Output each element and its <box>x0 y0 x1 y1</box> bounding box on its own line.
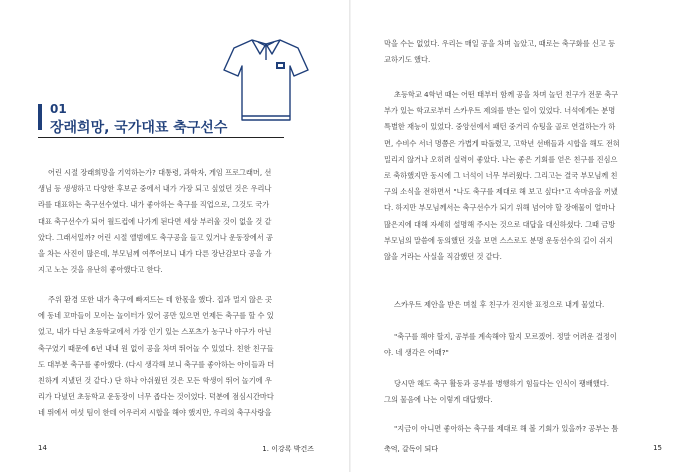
paragraph-1: 어린 시절 장래희망을 기억하는가? 대통령, 과학자, 게임 프로그래머, 선 생님 등 생생하고 다양한 후보군 중에서 내가 가장 되고 싶었던 것은 우리나 라를 대표하는 축구선수였다. 내가 좋아하는 축구를 직업으로, 그것도 국가 대표 축구선수가 되어 월드컵에 나가게 된다면 세상 부러울 것이 없을 것 같 았다. 그래서일까? 어린 시절 앨범에도 축구공을 들고 있거나 운동장에서 공 을 차는 사진이 많은데, 부모님께 여쭈어보니 내가 다른 장난감보다 공을 가 지고 노는 것을 유난히 좋아했다고 한다. <box>38 168 273 275</box>
page-number-right: 15 <box>653 444 662 452</box>
chapter-accent-bar <box>38 104 42 130</box>
right-page <box>350 0 700 472</box>
chapter-title: 장래희망, 국가대표 축구선수 <box>50 120 228 136</box>
chapter-number: 01 <box>50 102 67 116</box>
paragraph-2: 스카우트 제안을 받은 며칠 후 친구가 진지한 표정으로 내게 물었다. <box>394 300 605 309</box>
paragraph-2: 주위 환경 또한 내가 축구에 빠져드는 데 한몫을 했다. 집과 멀지 않은 곳 에 동네 꼬마들이 모이는 놀이터가 있어 공만 있으면 언제든 축구를 할 수 있 었고, 내가 다닌 초등학교에서 가장 인기 있는 스포츠가 농구나 야구가 아닌 축구였기 때문에 6년 내내 원 없이 공을 차며 뛰어놀 수 있었다. 친한 친구들 도 대부분 축구를 좋아했다. (다시 생각해 보니 축구를 좋아하는 아이들과 더 친하게 지냈던 것 같다.) 단 하나 아쉬웠던 것은 모든 학생이 뛰어 놀기에 우 리가 다녔던 초등학교 운동장이 너무 좁다는 것이었다. 덕분에 점심시간마다 네 뛰에서 여섯 팀이 한데 어우러져 시합을 해야 했지만, 우리의 축구사랑을 <box>38 295 275 418</box>
soccer-jersey-illustration <box>222 32 310 124</box>
paragraph-4: 당시만 해도 축구 활동과 공부를 병행하기 힘들다는 인식이 팽배했다. 그의 물음에 나는 이렇게 대답했다. <box>384 379 609 405</box>
page-number-left: 14 <box>38 444 47 452</box>
paragraph-0: 막을 수는 없었다. 우리는 매일 공을 차며 놀았고, 때로는 축구화를 신고 등 교하기도 했다. <box>384 39 616 65</box>
chapter-divider <box>38 137 284 138</box>
paragraph-3-quote: "축구를 해야 할지, 공부를 계속해야 할지 모르겠어. 정말 어려운 결정이 야. 네 생각은 어때?" <box>384 332 617 358</box>
paragraph-5-quote: "지금이 아니면 좋아하는 축구를 제대로 해 볼 기회가 있을까? 공부는 틈 <box>394 424 619 433</box>
running-head-left: 1. 이강록 박건즈 <box>262 445 314 453</box>
running-head-right: 축억, 갈독이 되다 <box>384 445 439 453</box>
paragraph-1: 초등학교 4학년 때는 어떤 태부터 함께 공을 차며 놀던 친구가 전문 축구 부가 있는 학교로부터 스카우트 제의를 받는 일이 있었다. 너석에게는 분명 특별한 재능이 있었다. 중앙선에서 패턴 중거리 슈팅을 골로 연결하는가 하 면, 수비수 서너 명쯤은 가볍게 따돌렸고, 고학년 선배들과 시합을 해도 전혀 밀리지 않거나 오히려 실력이 좋았다. 나는 좋은 기회를 얻은 친구를 진심으 로 축하했지만 동시에 그 너석이 너무 부러웠다. 그리고는 결국 부모님께 친 구의 소식을 전하면서 "나도 축구를 제대로 해 보고 싶다!"고 속마음을 꺼냈 다. 하지만 부모님께서는 축구선수가 되기 위해 넘어야 할 장애물이 얼마나 많은지에 대해 자세히 설명해 주시는 것으로 대답을 대신하셨다. 그때 금방 부모님의 말씀에 동의했던 것을 보면 스스로도 분명 운동선수의 길이 쉬지 않을 거라는 사실을 직감했던 것 같다. <box>384 90 620 262</box>
